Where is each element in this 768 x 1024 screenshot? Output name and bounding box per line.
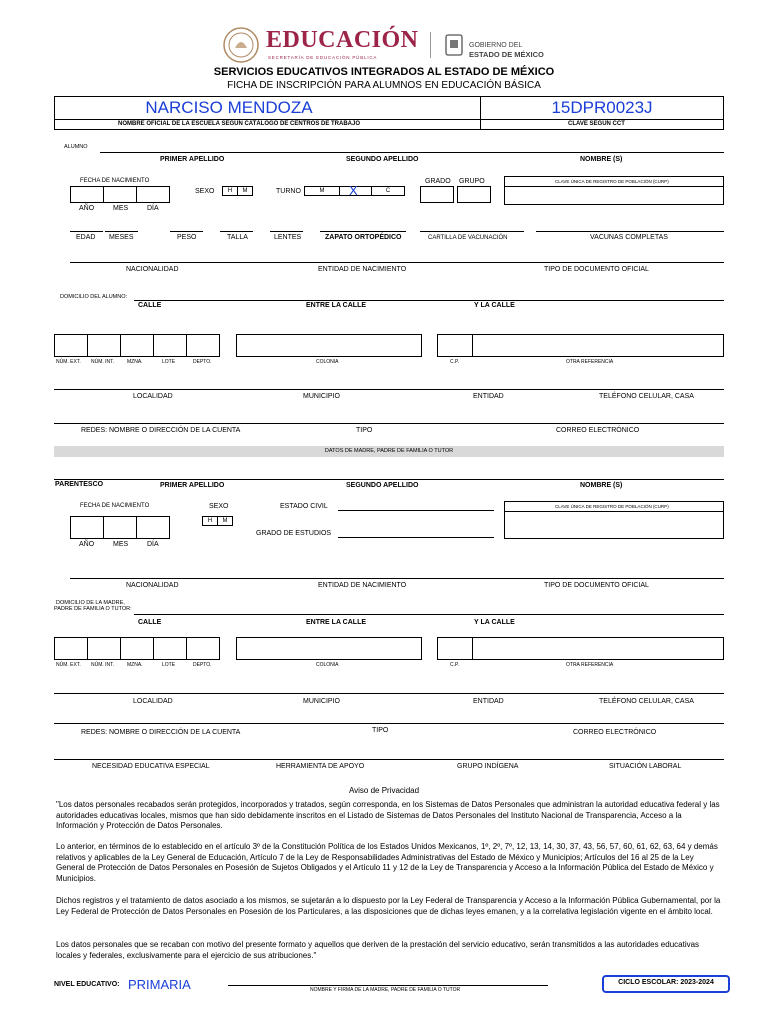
situacion-label: SITUACIÓN LABORAL (609, 763, 682, 770)
tutor-sexo-m-box[interactable]: M (217, 516, 233, 526)
tutor-mzna-label: MZNA. (127, 662, 143, 668)
turno-label: TURNO (276, 188, 301, 195)
vacunas-label: VACUNAS COMPLETAS (590, 234, 668, 241)
tutor-depto-box[interactable] (186, 637, 220, 660)
colonia-label: COLONIA (316, 359, 339, 365)
tipo-label: TIPO (356, 427, 373, 434)
tutor-fecha-nac-label: FECHA DE NACIMIENTO (80, 503, 150, 509)
privacy-paragraph-4: Los datos personales que se recaban con motivo del presente formato y aquellos que deriven de la prestación del servicio educativo, serán transmitidos a las autoridades educativas locales y federales, exclusivamente para el ejercicio de sus atribuciones." (56, 940, 700, 960)
fecha-nac-label: FECHA DE NACIMIENTO (80, 178, 150, 184)
tutor-sexo-label: SEXO (209, 503, 229, 510)
turno-c-box[interactable]: C (371, 186, 405, 196)
school-cct-label: CLAVE SEGÚN CCT (568, 121, 625, 127)
signature-label: NOMBRE Y FIRMA DE LA MADRE, PADRE DE FAMILIA O TUTOR (310, 987, 461, 993)
grado-estudios-line[interactable] (338, 537, 494, 538)
localidad-label: LOCALIDAD (133, 393, 173, 400)
tutor-entidad-nac-label: ENTIDAD DE NACIMIENTO (318, 582, 407, 589)
num-ext-label: NÚM. EXT. (56, 359, 81, 365)
dia-label: DÍA (147, 205, 159, 212)
num-int-box[interactable] (87, 334, 121, 357)
grado-estudios-label: GRADO DE ESTUDIOS (256, 530, 332, 537)
edad-line[interactable] (70, 231, 103, 232)
cp-box[interactable] (437, 334, 473, 357)
mes-label: MES (113, 205, 129, 212)
grado-box[interactable] (420, 186, 454, 203)
tutor-birth-day-box[interactable] (136, 516, 170, 539)
tutor-localidad-line[interactable] (54, 693, 724, 694)
tutor-telefono-label: TELÉFONO CELULAR, CASA (599, 698, 694, 705)
mzna-box[interactable] (120, 334, 154, 357)
otra-ref-label: OTRA REFERENCIA (566, 359, 614, 365)
tutor-municipio-label: MUNICIPIO (303, 698, 340, 705)
tutor-lote-box[interactable] (153, 637, 187, 660)
lote-label: LOTE (162, 359, 176, 365)
domicilio-label: DOMICILIO DEL ALUMNO: (60, 294, 128, 300)
tutor-mes-label: MES (113, 541, 129, 548)
nivel-educativo-value[interactable]: PRIMARIA (128, 977, 191, 992)
tutor-tipo-doc-label: TIPO DE DOCUMENTO OFICIAL (544, 582, 649, 589)
tutor-nombre-label: NOMBRE (S) (580, 482, 623, 489)
tutor-ylacalle-label: Y LA CALLE (474, 619, 515, 626)
alumno-label: ALUMNO (64, 144, 88, 150)
privacy-title: Aviso de Privacidad (348, 786, 420, 795)
signature-line[interactable] (228, 985, 548, 986)
nacionalidad-line[interactable] (70, 262, 724, 263)
cp-label: C.P. (450, 359, 460, 365)
localidad-line[interactable] (54, 389, 724, 390)
brand-subtitle: SECRETARÍA DE EDUCACIÓN PÚBLICA (268, 55, 378, 60)
tutor-otra-ref-box[interactable] (472, 637, 724, 660)
form-subtitle: FICHA DE INSCRIPCIÓN PARA ALUMNOS EN EDUCACIÓN BÁSICA (227, 80, 541, 91)
brand-title: EDUCACIÓN (266, 27, 419, 53)
calle-label: CALLE (138, 302, 162, 309)
birth-day-box[interactable] (136, 186, 170, 203)
school-name-field[interactable]: NARCISO MENDOZA (145, 98, 313, 117)
tutor-anio-label: AÑO (79, 541, 95, 548)
sep-seal-icon (222, 26, 260, 64)
zapato-label: ZAPATO ORTOPÉDICO (325, 234, 402, 241)
turno-v-mark: X (349, 183, 358, 198)
telefono-label: TELÉFONO CELULAR, CASA (599, 393, 694, 400)
tutor-tipo-label: TIPO (372, 727, 389, 734)
birth-year-box[interactable] (70, 186, 104, 203)
parentesco-label: PARENTESCO (55, 481, 104, 488)
tutor-nacionalidad-label: NACIONALIDAD (126, 582, 179, 589)
tutor-cp-box[interactable] (437, 637, 473, 660)
entidad-nac-label: ENTIDAD DE NACIMIENTO (318, 266, 407, 273)
tutor-section-title: DATOS DE MADRE, PADRE DE FAMILIA O TUTOR (324, 448, 454, 454)
privacy-paragraph-2: Lo anterior, en términos de lo establecido en el artículo 3º de la Constitución Política de los Estados Unidos Mexicanos, 1º, 2º, 7º, 12, 13, 14, 30, 37, 43, 56, 57, 60, 61, 62, 63, 64 y demás relativos y aplicables de la Ley General de Educación, Artículo 7 de la Ley de Responsabilidades Administrativas del Estado de México y Municipios; Artículos del 16 al 25 de la Ley General de Protección de Datos Personales en Posesión de Sujetos Obligados y el Artículo 11 y 12 de la Ley de Transparencia y Acceso a la Información Pública del Estado de México y Municipios. (56, 842, 718, 883)
privacy-paragraph-1: "Los datos personales recabados serán protegidos, incorporados y tratados, según corresponda, en los Sistemas de Datos Personales que administran la autoridad educativa federal y las autoridades educativas locales, mismos que han sido debidamente inscritos en el Listado de Sistemas de Datos Personales del Instituto Nacional de Transparencia, Acceso a la Información y Protección de Datos Personales. (56, 800, 720, 830)
tutor-entidad-label: ENTIDAD (473, 698, 504, 705)
school-cct-field[interactable]: 15DPR0023J (551, 98, 653, 117)
estado-civil-label: ESTADO CIVIL (280, 503, 328, 510)
ylacalle-label: Y LA CALLE (474, 302, 515, 309)
tutor-depto-label: DEPTO. (193, 662, 212, 668)
meses-label: MESES (109, 234, 134, 241)
curp-divider (504, 186, 724, 187)
segundo-apellido-label: SEGUNDO APELLIDO (346, 156, 419, 163)
peso-line[interactable] (170, 231, 203, 232)
meses-line[interactable] (105, 231, 138, 232)
tutor-birth-year-box[interactable] (70, 516, 104, 539)
ciclo-escolar-text: CICLO ESCOLAR: 2023-2024 (618, 979, 714, 986)
gov-shield-icon (444, 33, 464, 57)
sexo-label: SEXO (195, 188, 215, 195)
talla-label: TALLA (227, 234, 248, 241)
municipio-label: MUNICIPIO (303, 393, 340, 400)
tutor-correo-label: CORREO ELECTRÓNICO (573, 729, 657, 736)
school-box-divider (54, 119, 724, 120)
form-title: SERVICIOS EDUCATIVOS INTEGRADOS AL ESTADO DE MÉXICO (213, 66, 555, 78)
tutor-domicilio-label-2: PADRE DE FAMILIA O TUTOR: (54, 606, 132, 612)
colonia-box[interactable] (236, 334, 422, 357)
entidad-label: ENTIDAD (473, 393, 504, 400)
tutor-cp-label: C.P. (450, 662, 460, 668)
redes-label: REDES: NOMBRE O DIRECCIÓN DE LA CUENTA (81, 427, 241, 434)
peso-label: PESO (177, 234, 197, 241)
cartilla-line[interactable] (420, 231, 524, 232)
calle-line[interactable] (134, 300, 724, 301)
tutor-num-int-label: NÚM. INT. (91, 662, 115, 668)
sexo-h-box[interactable]: H (222, 186, 238, 196)
tutor-num-ext-label: NÚM. EXT. (56, 662, 81, 668)
talla-line[interactable] (220, 231, 253, 232)
sexo-m-box[interactable]: M (237, 186, 253, 196)
cartilla-label: CARTILLA DE VACUNACIÓN (428, 235, 508, 241)
birth-month-box[interactable] (103, 186, 137, 203)
school-name-label: NOMBRE OFICIAL DE LA ESCUELA SEGÚN CATÁLOGO DE CENTROS DE TRABAJO (118, 121, 361, 127)
gov-line2: ESTADO DE MÉXICO (469, 50, 544, 59)
num-int-label: NÚM. INT. (91, 359, 115, 365)
entre-label: ENTRE LA CALLE (306, 302, 367, 309)
necesidad-line[interactable] (54, 759, 724, 760)
tutor-dia-label: DÍA (147, 541, 159, 548)
tutor-calle-label: CALLE (138, 619, 162, 626)
nacionalidad-label: NACIONALIDAD (126, 266, 179, 273)
lentes-label: LENTES (274, 234, 302, 241)
grado-label: GRADO (425, 178, 451, 185)
redes-line[interactable] (54, 423, 724, 424)
grupo-box[interactable] (457, 186, 491, 203)
estado-civil-line[interactable] (338, 510, 494, 511)
tipo-doc-label: TIPO DE DOCUMENTO OFICIAL (544, 266, 649, 273)
alumno-name-line[interactable] (100, 152, 724, 153)
tutor-colonia-box[interactable] (236, 637, 422, 660)
grupo-label: GRUPO (459, 178, 485, 185)
necesidad-label: NECESIDAD EDUCATIVA ESPECIAL (92, 763, 210, 770)
tutor-segundo-apellido-label: SEGUNDO APELLIDO (346, 482, 419, 489)
tutor-lote-label: LOTE (162, 662, 176, 668)
turno-m-box[interactable]: M (304, 186, 340, 196)
tutor-birth-month-box[interactable] (103, 516, 137, 539)
herramienta-label: HERRAMIENTA DE APOYO (276, 763, 365, 770)
nombre-label: NOMBRE (S) (580, 156, 623, 163)
tutor-name-line[interactable] (54, 479, 724, 480)
tutor-sexo-h-box[interactable]: H (202, 516, 218, 526)
tutor-nacionalidad-line[interactable] (70, 578, 724, 579)
tutor-colonia-label: COLONIA (316, 662, 339, 668)
tutor-localidad-label: LOCALIDAD (133, 698, 173, 705)
tutor-domicilio-label-1: DOMICILIO DE LA MADRE, (56, 600, 125, 606)
zapato-line[interactable] (320, 231, 406, 232)
tutor-redes-line[interactable] (54, 723, 724, 724)
tutor-redes-label: REDES: NOMBRE O DIRECCIÓN DE LA CUENTA (81, 729, 241, 736)
correo-label: CORREO ELECTRÓNICO (556, 427, 640, 434)
header-divider (430, 32, 431, 58)
lote-box[interactable] (153, 334, 187, 357)
grupo-indigena-label: GRUPO INDÍGENA (457, 763, 519, 770)
anio-label: AÑO (79, 205, 95, 212)
edad-label: EDAD (76, 234, 96, 241)
mzna-label: MZNA. (127, 359, 143, 365)
num-ext-box[interactable] (54, 334, 88, 357)
tutor-num-ext-box[interactable] (54, 637, 88, 660)
tutor-primer-apellido-label: PRIMER APELLIDO (160, 482, 225, 489)
tutor-otra-ref-label: OTRA REFERENCIA (566, 662, 614, 668)
privacy-paragraph-3: Dichos registros y el tratamiento de datos asociado a los mismos, se sujetarán a lo dispuesto por la Ley Federal de Transparencia y Acceso a la Información Pública Gubernamental, por la Ley Federal de Protección de Datos Personales en Posesión de los Particulares, a las disposiciones que de dichas leyes emanen, y a la correlativa legislación vigente en el ámbito local. (56, 896, 721, 916)
tutor-entre-label: ENTRE LA CALLE (306, 619, 367, 626)
vacunas-line[interactable] (536, 231, 724, 232)
primer-apellido-label: PRIMER APELLIDO (160, 156, 225, 163)
tutor-curp-divider (504, 511, 724, 512)
curp-label: CLAVE ÚNICA DE REGISTRO DE POBLACIÓN (CURP) (555, 179, 669, 184)
gov-line1: GOBIERNO DEL (469, 42, 523, 49)
tutor-num-int-box[interactable] (87, 637, 121, 660)
tutor-mzna-box[interactable] (120, 637, 154, 660)
lentes-line[interactable] (270, 231, 303, 232)
depto-box[interactable] (186, 334, 220, 357)
tutor-calle-line[interactable] (134, 614, 724, 615)
nivel-educativo-label: NIVEL EDUCATIVO: (54, 981, 120, 988)
tutor-curp-label: CLAVE ÚNICA DE REGISTRO DE POBLACIÓN (CURP) (555, 504, 669, 509)
otra-ref-box[interactable] (472, 334, 724, 357)
depto-label: DEPTO. (193, 359, 212, 365)
